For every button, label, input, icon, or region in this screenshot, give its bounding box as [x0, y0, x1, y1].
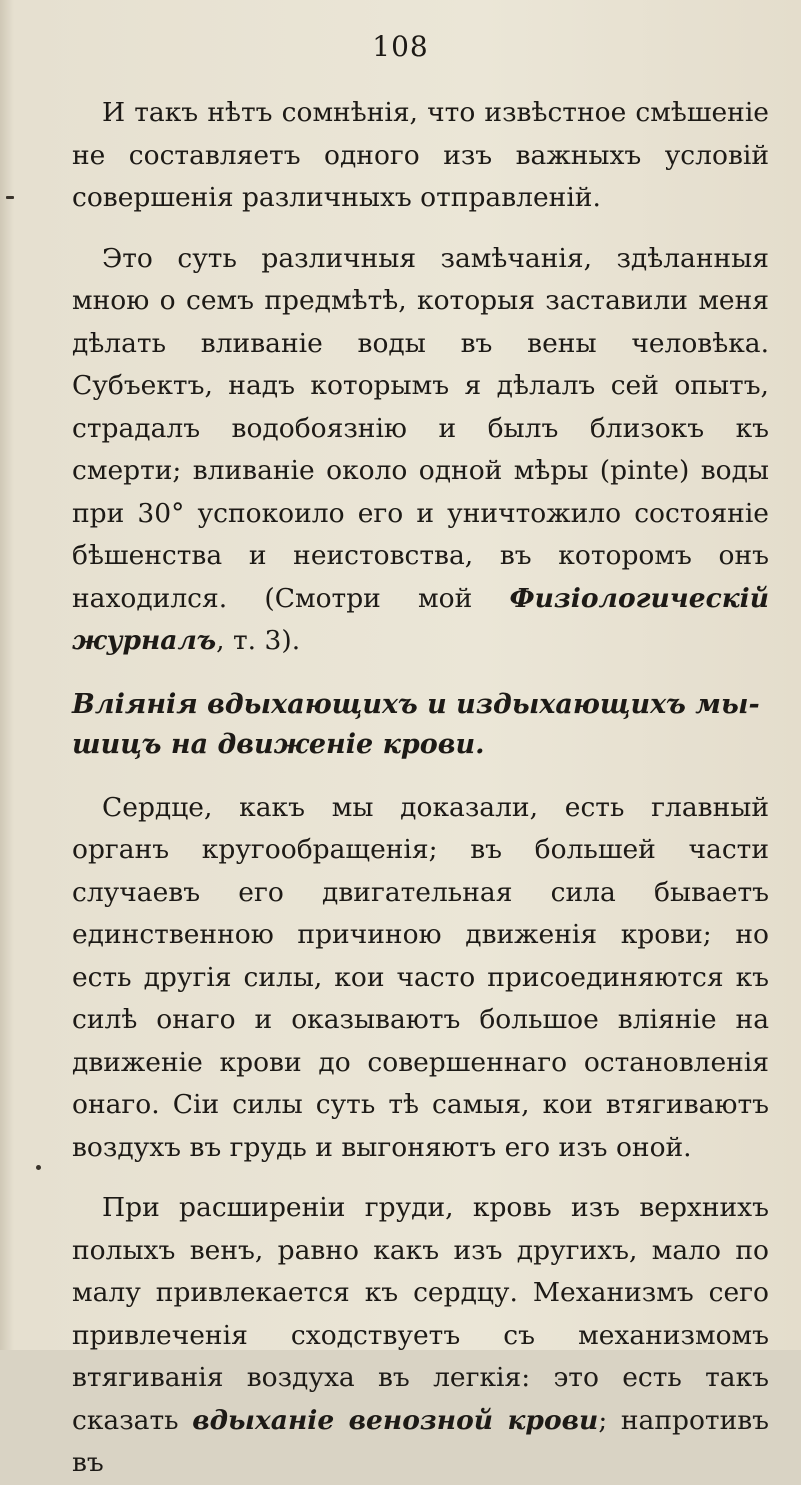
section-heading — [72, 685, 769, 765]
margin-dot — [36, 1165, 41, 1170]
paragraph-1: И такъ нѣтъ сомнѣнія, что извѣстное смѣшеніе не составляетъ одного изъ важныхъ условій совершенія различныхъ отправленій. — [72, 97, 769, 213]
section-heading-line-1: Вліянія вдыхающихъ и издыхающихъ мы- — [72, 688, 760, 720]
page-text — [72, 92, 769, 1485]
journal-title-italic: Физіологическій журналъ — [72, 582, 769, 656]
margin-mark — [6, 196, 14, 199]
paragraph-4-text: При расширеніи груди, кровь изъ верхнихъ полыхъ венъ, равно какъ изъ другихъ, мало по малу привлекается къ сердцу. Механизмъ сего привлеченія сходствуетъ съ механизмомъ втягиванія воздуха въ легкія: это есть такъ сказать — [72, 1192, 769, 1436]
paragraph-2 — [72, 238, 769, 663]
paragraph-2-end: , т. 3). — [216, 625, 301, 656]
paragraph-4 — [72, 1187, 769, 1485]
paragraph-4-end: ; напротивъ въ — [72, 1404, 770, 1478]
italic-phrase: вдыханіе венозной крови — [192, 1404, 599, 1436]
paragraph-3: Сердце, какъ мы доказали, есть главный органъ кругообращенія; въ большей части случаевъ его двигательная сила бываетъ единственною причиною движенія крови; но есть другія силы, кои часто присоединяются къ силѣ онаго и оказываютъ большое вліяніе на движеніе крови до совершеннаго остановленія онаго. Сіи силы суть тѣ самыя, кои втягиваютъ воздухъ въ грудь и выгоняютъ его изъ оной. — [72, 791, 769, 1163]
section-heading-line-2: шицъ на движеніе крови. — [72, 728, 485, 760]
paragraph-2-text: Это суть различныя замѣчанія, здѣланныя мною о семъ предмѣтѣ, которыя заставили меня дѣлать вливаніе воды въ вены человѣка. Субъектъ, надъ которымъ я дѣлалъ сей опытъ, страдалъ водобоязнію и былъ близокъ къ смерти; вливаніе около одной мѣры (pinte) воды при 30° успокоило его и уничтожило состояніе бѣшенства и неистовства, въ которомъ онъ находился. (Смотри мой — [72, 242, 769, 614]
page-number: 108 — [372, 30, 429, 63]
